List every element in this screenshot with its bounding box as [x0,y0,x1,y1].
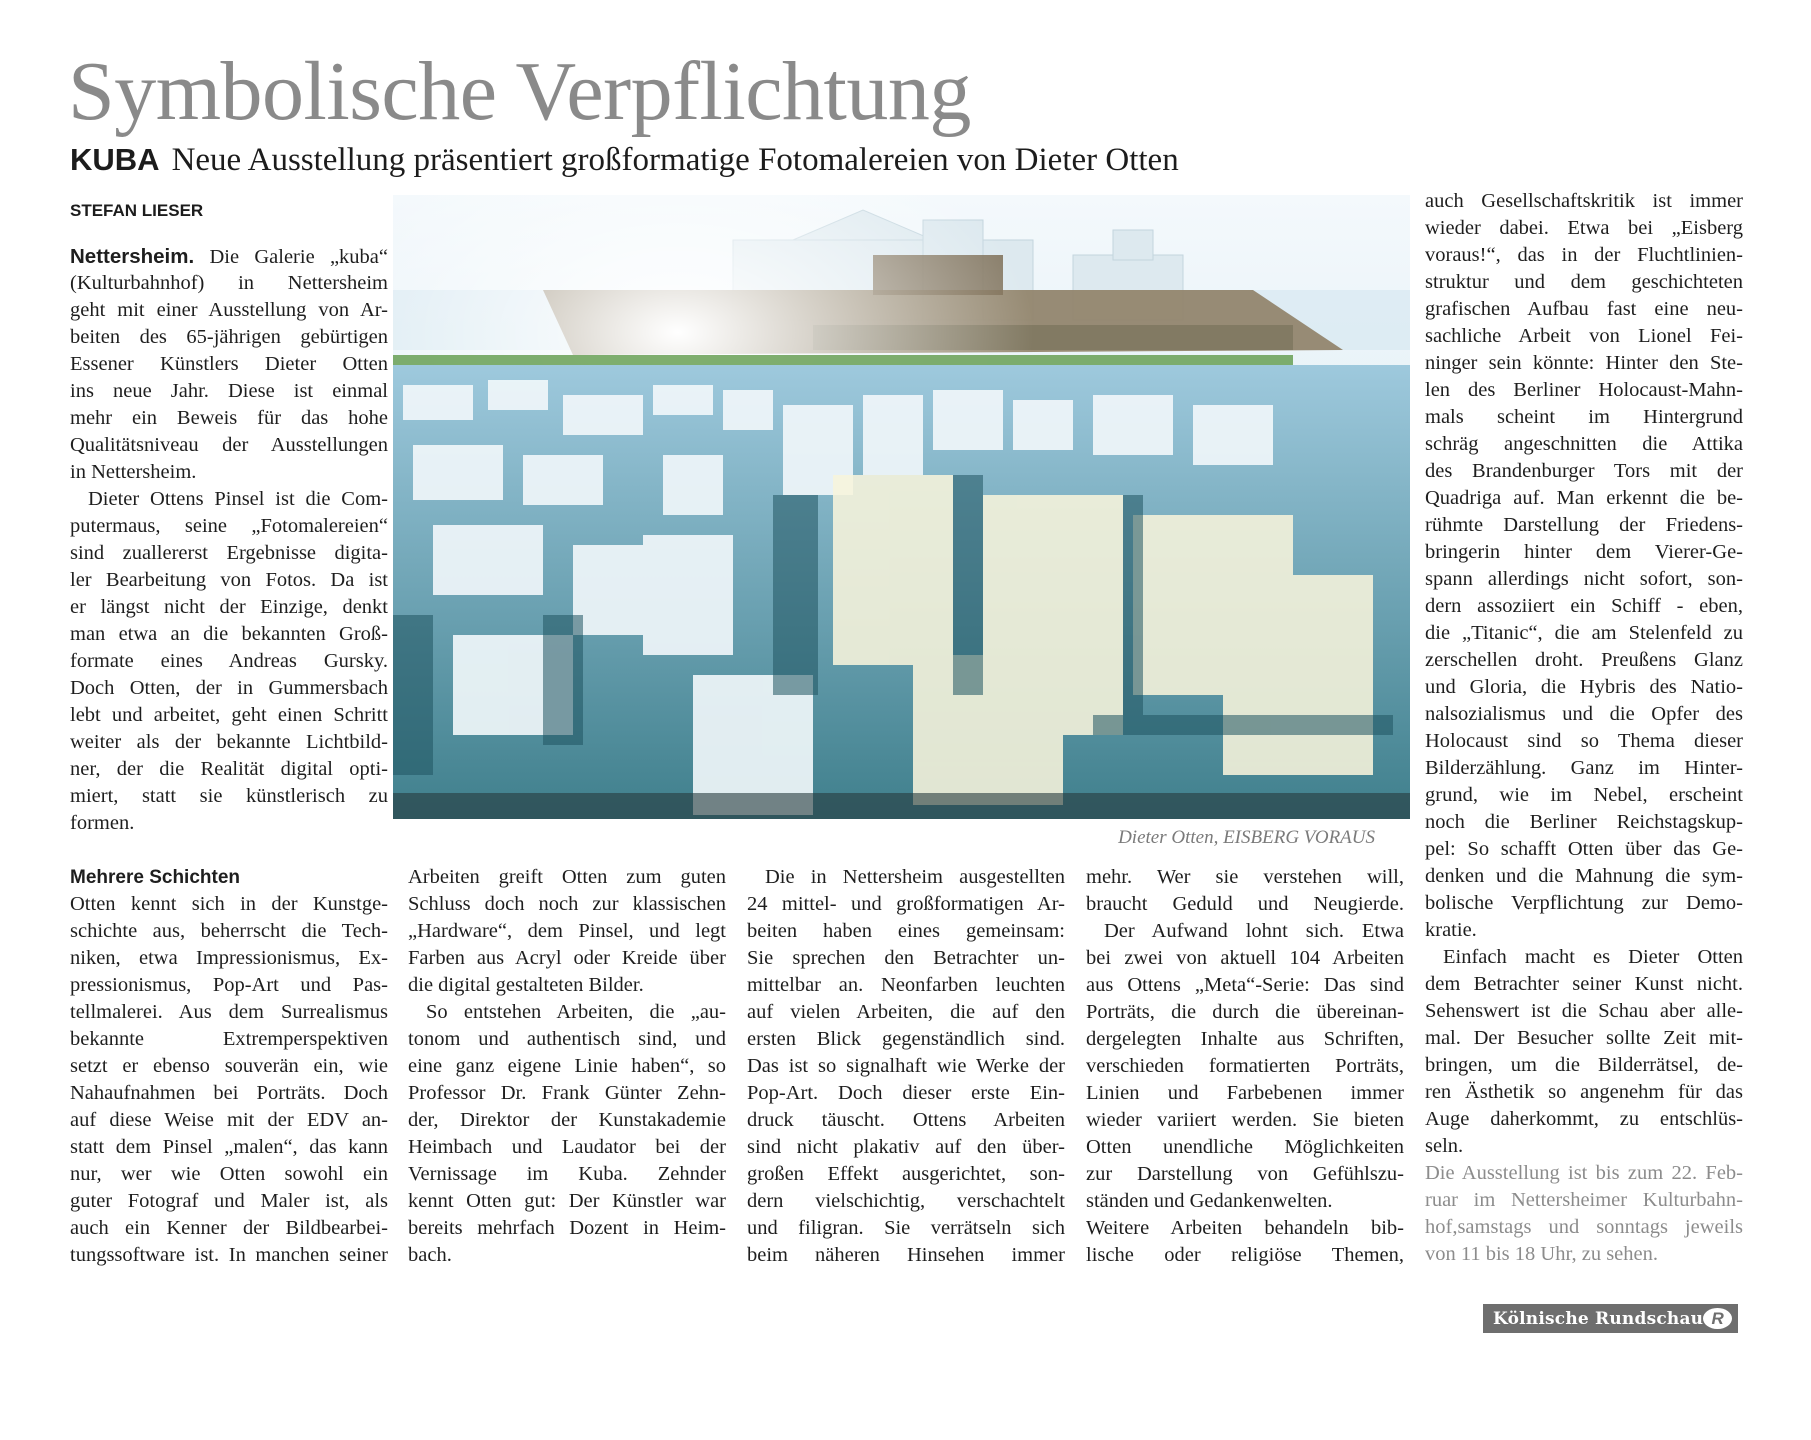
text-line-content: Nahaufnahmen bei Porträts. Doch [70,1082,388,1104]
text-line [1425,701,1743,728]
text-line [1086,1080,1404,1107]
text-line [1086,891,1404,918]
text-line-content: rühmte Darstellung der Friedens- [1425,514,1743,536]
logo-r-icon: R [1703,1308,1732,1329]
text-line-content: (Kulturbahnhof) in Nettersheim [70,272,388,294]
text-line-content: „Hardware“, dem Pinsel, und legt [408,920,726,942]
text-line [1086,1161,1404,1188]
text-line-content: weiter als der bekannte Lichtbild- [70,731,388,753]
kicker: KUBA [70,142,160,177]
text-line-content: großen Effekt ausgerichtet, son- [747,1163,1065,1185]
dateline: Nettersheim. [70,245,195,268]
text-line-content: zerschellen droht. Preußens Glanz [1425,649,1743,671]
text-line [1086,918,1404,945]
text-line [1086,1053,1404,1080]
text-line-content: zur Darstellung von Gefühlszu- [1086,1163,1404,1185]
text-line [408,864,726,891]
text-line [70,1242,388,1269]
text-line-content: beiten haben eines gemeinsam: [747,920,1065,942]
text-line [1425,296,1743,323]
text-line [408,1053,726,1080]
text-line-content: nur, wer wie Otten sowohl ein [70,1163,388,1185]
text-line-content: Porträts, die durch die übereinan- [1086,1001,1404,1023]
photo-caption: Dieter Otten, EISBERG VORAUS [1118,827,1375,848]
text-line [408,999,726,1026]
text-line [1425,674,1743,701]
text-line [70,540,388,567]
text-line-content: wieder dabei. Etwa bei „Eisberg [1425,217,1743,239]
text-line [1425,458,1743,485]
text-line-content: wieder variiert werden. Sie bieten [1086,1109,1404,1131]
text-line-content: mal. Der Besucher sollte Zeit mit- [1425,1027,1743,1049]
text-line [70,972,388,999]
text-line [1425,917,1743,944]
text-line-content: 24 mittel- und großformatigen Ar- [747,893,1065,915]
text-line-content: seln. [1425,1135,1464,1157]
text-line-content: Pop-Art. Doch dieser erste Ein- [747,1082,1065,1104]
text-line [1425,809,1743,836]
text-line-content: miert, statt sie künstlerisch zu [70,785,388,807]
text-line [408,1242,726,1269]
text-line-content: Otten kennt sich in der Kunstge- [70,893,388,915]
text-line-content: Farben aus Acryl oder Kreide über [408,947,726,969]
text-line-content: Das ist so signalhaft wie Werke der [747,1055,1065,1077]
text-line-content: Professor Dr. Frank Günter Zehn- [408,1082,726,1104]
text-line [1086,1107,1404,1134]
section-subhead: Mehrere Schichten [70,867,240,888]
text-line [70,378,388,405]
text-line [747,1242,1065,1269]
text-line [1425,269,1743,296]
text-line [1425,485,1743,512]
text-line-content: auch Gesellschaftskritik ist immer [1425,190,1743,212]
text-line-content: auf vielen Arbeiten, die auf den [747,1001,1065,1023]
text-line-content: braucht Geduld und Neugierde. [1086,893,1404,915]
text-line [747,864,1065,891]
text-line-content: Auge daherkommt, zu entschlüs- [1425,1108,1743,1130]
text-line [1086,1242,1404,1269]
text-line [1086,1026,1404,1053]
text-line [70,513,388,540]
text-line-content: er längst nicht der Einzige, denkt [70,596,388,618]
newspaper-logo [1483,1304,1738,1333]
text-line-content: beiten des 65-jährigen gebürtigen [70,326,388,348]
text-line-content: tungssoftware ist. In manchen seiner [70,1244,388,1266]
byline: STEFAN LIESER [70,201,204,220]
text-line [408,1134,726,1161]
text-line [1086,1215,1404,1242]
text-line [70,729,388,756]
text-line [747,972,1065,999]
text-line-content: Die Galerie „kuba“ [194,246,388,268]
text-line [1425,1052,1743,1079]
text-line [1425,242,1743,269]
logo-text: Kölnische Rundschau [1493,1308,1704,1329]
text-line-content: ren Ästhetik so angenehm für das [1425,1081,1743,1103]
text-line [1425,566,1743,593]
text-line [1425,350,1743,377]
text-line [70,702,388,729]
text-line [70,675,388,702]
text-line-content: len des Berliner Holocaust-Mahn- [1425,379,1743,401]
text-line-content: guter Fotograf und Maler ist, als [70,1190,388,1212]
text-line-content: niken, etwa Impressionismus, Ex- [70,947,388,969]
article-column-2 [70,864,388,1269]
text-line [70,567,388,594]
text-line [1425,377,1743,404]
text-line-content: mittelbar an. Neonfarben leuchten [747,974,1065,996]
text-line [70,1215,388,1242]
text-line-content: beim näheren Hinsehen immer [747,1244,1065,1266]
text-line-content: des Brandenburger Tors mit der [1425,460,1743,482]
text-line [70,1161,388,1188]
exhibition-info-line: hof,samstags und sonntags jeweils [1425,1216,1743,1238]
text-line-content: die digital gestalteten Bilder. [408,974,644,996]
text-line [747,1107,1065,1134]
text-line-content: noch die Berliner Reichstagskup- [1425,811,1743,833]
text-line-content: geht mit einer Ausstellung von Ar- [70,299,388,321]
text-line-content: mehr. Wer sie verstehen will, [1086,866,1404,888]
text-line [747,1215,1065,1242]
text-line-content: sachliche Arbeit von Lionel Fei- [1425,325,1743,347]
text-line [747,918,1065,945]
text-line-content: die „Titanic“, die am Stelenfeld zu [1425,622,1743,644]
text-line-content: Otten unendliche Möglichkeiten [1086,1136,1404,1158]
text-line-content: bach. [408,1244,452,1266]
text-line [747,1080,1065,1107]
article-column-6 [1425,188,1743,1268]
text-line-content: auf diese Weise mit der EDV an- [70,1109,388,1131]
text-line-content: ins neue Jahr. Diese ist einmal [70,380,388,402]
text-line-content: So entstehen Arbeiten, die „au- [426,1001,726,1023]
text-line [408,1161,726,1188]
text-line-content: schichte aus, beherrscht die Tech- [70,920,388,942]
text-line-content: setzt er ebenso souverän ein, wie [70,1055,388,1077]
text-line-content: denken und die Mahnung die sym- [1425,865,1743,887]
text-line [747,891,1065,918]
text-line [408,918,726,945]
text-line [70,648,388,675]
text-line [70,486,388,513]
text-line-content: Qualitätsniveau der Ausstellungen [70,434,388,456]
text-line-content: kennt Otten gut: Der Künstler war [408,1190,726,1212]
text-line [1086,999,1404,1026]
text-line [70,1107,388,1134]
text-line [1425,1079,1743,1106]
exhibition-info-line: von 11 bis 18 Uhr, zu sehen. [1425,1243,1658,1265]
text-line-content: bei zwei von aktuell 104 Arbeiten [1086,947,1404,969]
text-line [1425,944,1743,971]
text-line-content: Der Aufwand lohnt sich. Etwa [1104,920,1404,942]
text-line-content: Holocaust sind so Thema dieser [1425,730,1743,752]
text-line [408,891,726,918]
text-line-content: ner, der die Realität digital opti- [70,758,388,780]
text-line [1425,890,1743,917]
text-line [1425,593,1743,620]
text-line [408,1107,726,1134]
text-line [1425,323,1743,350]
article-column-4 [747,864,1065,1269]
text-line [1086,864,1404,891]
text-line [70,1188,388,1215]
text-line-content: Schluss doch noch zur klassischen [408,893,726,915]
text-line-content: dern assoziiert ein Schiff - eben, [1425,595,1743,617]
text-line-content: mehr ein Beweis für das hohe [70,407,388,429]
text-line [747,1188,1065,1215]
text-line-content: Sehenswert ist die Schau aber alle- [1425,1000,1743,1022]
text-line-content: man etwa an die bekannten Groß- [70,623,388,645]
text-line-content: bekannte Extremperspektiven [70,1028,388,1050]
text-line-content: Dieter Ottens Pinsel ist die Com- [88,488,388,510]
text-line [1425,512,1743,539]
text-line [70,621,388,648]
exhibition-info-line: ruar im Nettersheimer Kulturbahn- [1425,1189,1743,1211]
text-line-content: grafischen Aufbau fast eine neu- [1425,298,1743,320]
article-photo [393,195,1410,819]
text-line [1425,836,1743,863]
text-line [1425,188,1743,215]
text-line-content: ersten Blick gegenständlich sind. [747,1028,1065,1050]
text-line [70,1134,388,1161]
article-column-3 [408,864,726,1269]
text-line [70,243,388,270]
text-line [70,297,388,324]
text-line-content: Einfach macht es Dieter Otten [1443,946,1743,968]
text-line [70,1080,388,1107]
text-line-content: tellmalerei. Aus dem Surrealismus [70,1001,388,1023]
text-line-content: sind nicht plakativ auf den über- [747,1136,1065,1158]
subheadline [70,140,1179,180]
text-line-content: dern vielschichtig, verschachtelt [747,1190,1065,1212]
text-line-content: Quadriga auf. Man erkennt die be- [1425,487,1743,509]
text-line [747,1053,1065,1080]
text-line [747,999,1065,1026]
text-line-content: nalsozialismus und die Opfer des [1425,703,1743,725]
text-line-content: in Nettersheim. [70,461,197,483]
text-line-content: formen. [70,812,135,834]
text-line-content: ler Bearbeitung von Fotos. Da ist [70,569,388,591]
text-line-content: Essener Künstlers Dieter Otten [70,353,388,375]
text-line-content: sind zuallererst Ergebnisse digita- [70,542,388,564]
text-line-content: kratie. [1425,919,1477,941]
text-line [408,945,726,972]
text-line-content: Linien und Farbebenen immer [1086,1082,1404,1104]
text-line-content: mals scheint im Hintergrund [1425,406,1743,428]
text-line [1425,998,1743,1025]
text-line [1425,539,1743,566]
text-line-content: pressionismus, Pop-Art und Pas- [70,974,388,996]
text-line [1086,972,1404,999]
text-line-content: bringerin hinter dem Vierer-Ge- [1425,541,1743,563]
text-line [70,351,388,378]
text-line [70,432,388,459]
text-line-content: lische oder religiöse Themen, [1086,1244,1404,1266]
text-line [70,945,388,972]
text-line-content: Bilderzählung. Ganz im Hinter- [1425,757,1743,779]
text-line [408,1026,726,1053]
text-line-content: dem Betrachter seiner Kunst nicht. [1425,973,1743,995]
text-line-content: voraus!“, das in der Fluchtlinien- [1425,244,1743,266]
text-line [408,1215,726,1242]
text-line-content: Die in Nettersheim ausgestellten [765,866,1065,888]
text-line-content: ständen und Gedankenwelten. [1086,1190,1333,1212]
text-line-content: eine ganz eigene Linie haben“, so [408,1055,726,1077]
text-line [70,810,388,837]
text-line [70,783,388,810]
text-line-content: und filigran. Sie verrätseln sich [747,1217,1065,1239]
text-line [70,1026,388,1053]
text-line [1425,431,1743,458]
text-line [408,1080,726,1107]
text-line-content: Weitere Arbeiten behandeln bib- [1086,1217,1404,1239]
text-line-content: grund, wie im Nebel, erscheint [1425,784,1743,806]
text-line-content: und Gloria, die Hybris des Natio- [1425,676,1743,698]
text-line-content: druck täuscht. Ottens Arbeiten [747,1109,1065,1131]
text-line [70,405,388,432]
text-line-content: dergelegten Inhalte aus Schriften, [1086,1028,1404,1050]
text-line [70,1053,388,1080]
article-column-5 [1086,864,1404,1269]
text-line [1425,647,1743,674]
text-line [408,972,726,999]
text-line-content: aus Ottens „Meta“-Serie: Das sind [1086,974,1404,996]
text-line [70,891,388,918]
text-line-content: bereits mehrfach Dozent in Heim- [408,1217,726,1239]
text-line [70,756,388,783]
text-line-content: Sie sprechen den Betrachter un- [747,947,1065,969]
text-line [1425,404,1743,431]
text-line [408,1188,726,1215]
text-line-content: auch ein Kenner der Bildbearbei- [70,1217,388,1239]
text-line [1086,1188,1404,1215]
text-line [1425,782,1743,809]
text-line [1425,971,1743,998]
text-line [70,999,388,1026]
text-line [1425,215,1743,242]
text-line-content: pel: So schafft Otten über das Ge- [1425,838,1743,860]
exhibition-info-line: Die Ausstellung ist bis zum 22. Feb- [1425,1162,1743,1184]
text-line [747,945,1065,972]
text-line-content: der, Direktor der Kunstakademie [408,1109,726,1131]
text-line [1425,863,1743,890]
text-line [70,324,388,351]
text-line [1425,1133,1743,1160]
text-line [70,594,388,621]
text-line-content: ninger sein könnte: Hinter den Ste- [1425,352,1743,374]
text-line-content: tonom und authentisch sind, und [408,1028,726,1050]
text-line-content: schräg angeschnitten die Attika [1425,433,1743,455]
text-line [747,1134,1065,1161]
text-line [747,1161,1065,1188]
artwork-image-icon [393,195,1410,819]
text-line [1086,1134,1404,1161]
text-line [1425,1106,1743,1133]
text-line [1425,620,1743,647]
text-line-content: spann allerdings nicht sofort, son- [1425,568,1743,590]
text-line-content: bringen, um die Bilderrätsel, de- [1425,1054,1743,1076]
text-line [1086,945,1404,972]
text-line [1425,1025,1743,1052]
text-line [1425,755,1743,782]
text-line [70,918,388,945]
text-line [70,459,388,486]
text-line-content: struktur und dem geschichteten [1425,271,1743,293]
text-line [1425,728,1743,755]
text-line-content: putermaus, seine „Fotomalereien“ [70,515,388,537]
text-line-content: Heimbach und Laudator bei der [408,1136,726,1158]
text-line-content: Doch Otten, der in Gummersbach [70,677,388,699]
text-line-content: Vernissage im Kuba. Zehnder [408,1163,726,1185]
subheadline-text: Neue Ausstellung präsentiert großformatige Fotomalereien von Dieter Otten [171,142,1179,178]
text-line-content: Arbeiten greift Otten zum guten [408,866,726,888]
text-line [747,1026,1065,1053]
headline: Symbolische Verpflichtung [68,45,971,138]
text-line-content: bolische Verpflichtung zur Demo- [1425,892,1743,914]
text-line-content: statt dem Pinsel „malen“, das kann [70,1136,388,1158]
text-line-content: lebt und arbeitet, geht einen Schritt [70,704,388,726]
article-column-1 [70,243,388,837]
text-line-content: verschieden formatierten Porträts, [1086,1055,1404,1077]
text-line [70,270,388,297]
text-line-content: formate eines Andreas Gursky. [70,650,388,672]
